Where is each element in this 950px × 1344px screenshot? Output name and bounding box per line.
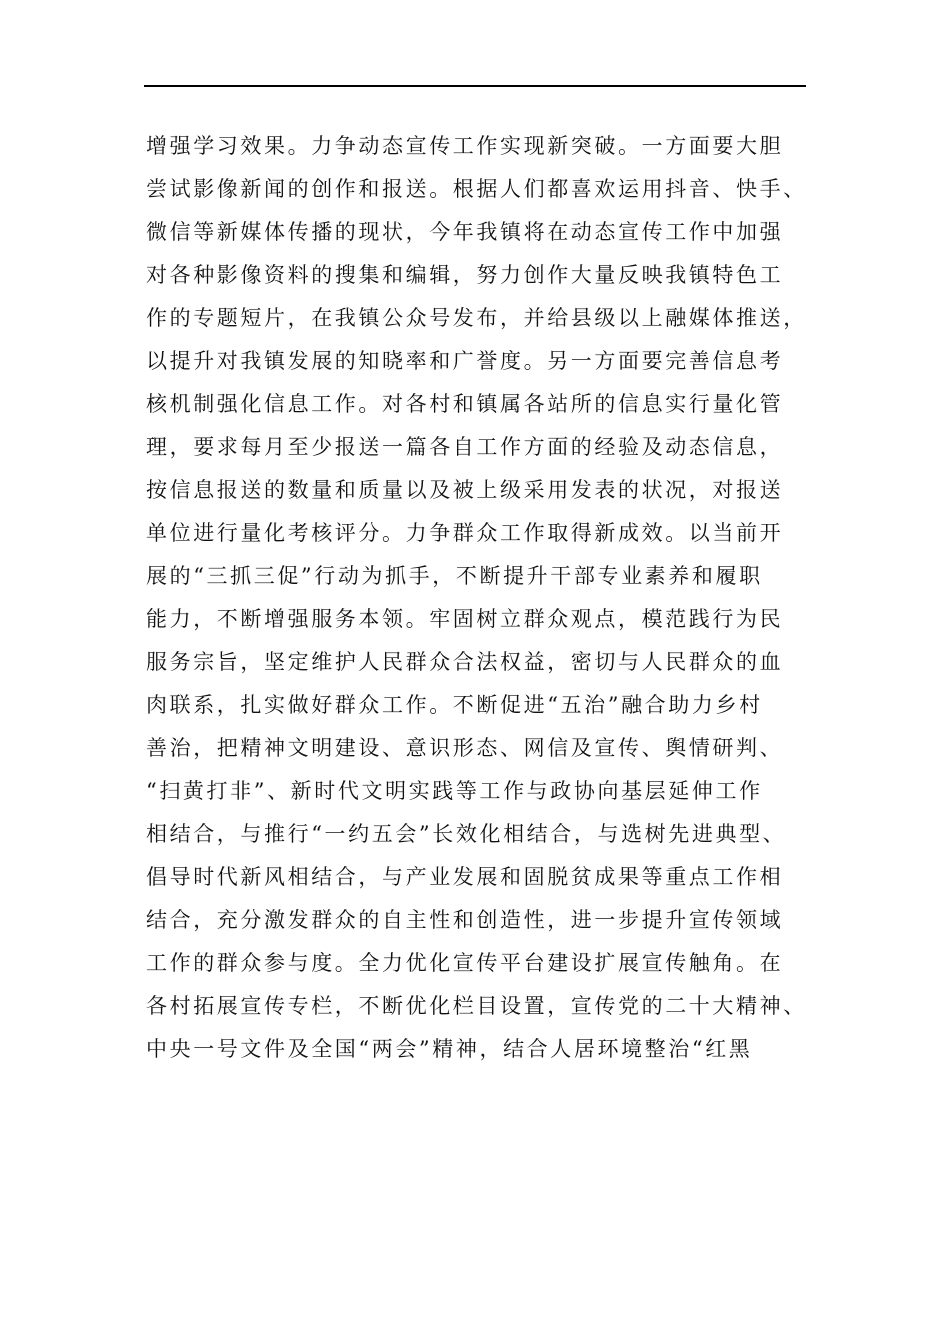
text-line: “扫黄打非”、新时代文明实践等工作与政协向基层延伸工作	[146, 779, 763, 803]
text-line: 核机制强化信息工作。对各村和镇属各站所的信息实行量化管	[146, 392, 784, 416]
text-line: 服务宗旨，坚定维护人民群众合法权益，密切与人民群众的血	[146, 650, 784, 674]
text-line: 各村拓展宣传专栏，不断优化栏目设置，宣传党的二十大精神、	[146, 994, 807, 1018]
text-line: 对各种影像资料的搜集和编辑，努力创作大量反映我镇特色工	[146, 263, 784, 287]
text-line: 按信息报送的数量和质量以及被上级采用发表的状况，对报送	[146, 478, 784, 502]
text-line: 作的专题短片，在我镇公众号发布，并给县级以上融媒体推送，	[146, 306, 807, 330]
text-line: 单位进行量化考核评分。力争群众工作取得新成效。以当前开	[146, 521, 784, 545]
header-rule	[144, 85, 806, 87]
text-line: 善治，把精神文明建设、意识形态、网信及宣传、舆情研判、	[146, 736, 784, 760]
text-line: 以提升对我镇发展的知晓率和广誉度。另一方面要完善信息考	[146, 349, 784, 373]
text-line: 中央一号文件及全国“两会”精神，结合人居环境整治“红黑	[146, 1037, 753, 1061]
text-line: 理，要求每月至少报送一篇各自工作方面的经验及动态信息，	[146, 435, 784, 459]
body-text	[146, 125, 826, 1071]
text-line: 工作的群众参与度。全力优化宣传平台建设扩展宣传触角。在	[146, 951, 784, 975]
text-line: 展的“三抓三促”行动为抓手，不断提升干部专业素养和履职	[146, 564, 763, 588]
text-line: 肉联系，扎实做好群众工作。不断促进“五治”融合助力乡村	[146, 693, 763, 717]
text-line: 尝试影像新闻的创作和报送。根据人们都喜欢运用抖音、快手、	[146, 177, 807, 201]
text-line: 增强学习效果。力争动态宣传工作实现新突破。一方面要大胆	[146, 134, 784, 158]
text-line: 倡导时代新风相结合，与产业发展和固脱贫成果等重点工作相	[146, 865, 784, 889]
text-line: 结合，充分激发群众的自主性和创造性，进一步提升宣传领域	[146, 908, 784, 932]
text-line: 微信等新媒体传播的现状，今年我镇将在动态宣传工作中加强	[146, 220, 784, 244]
text-line: 能力，不断增强服务本领。牢固树立群众观点，模范践行为民	[146, 607, 784, 631]
text-line: 相结合，与推行“一约五会”长效化相结合，与选树先进典型、	[146, 822, 787, 846]
